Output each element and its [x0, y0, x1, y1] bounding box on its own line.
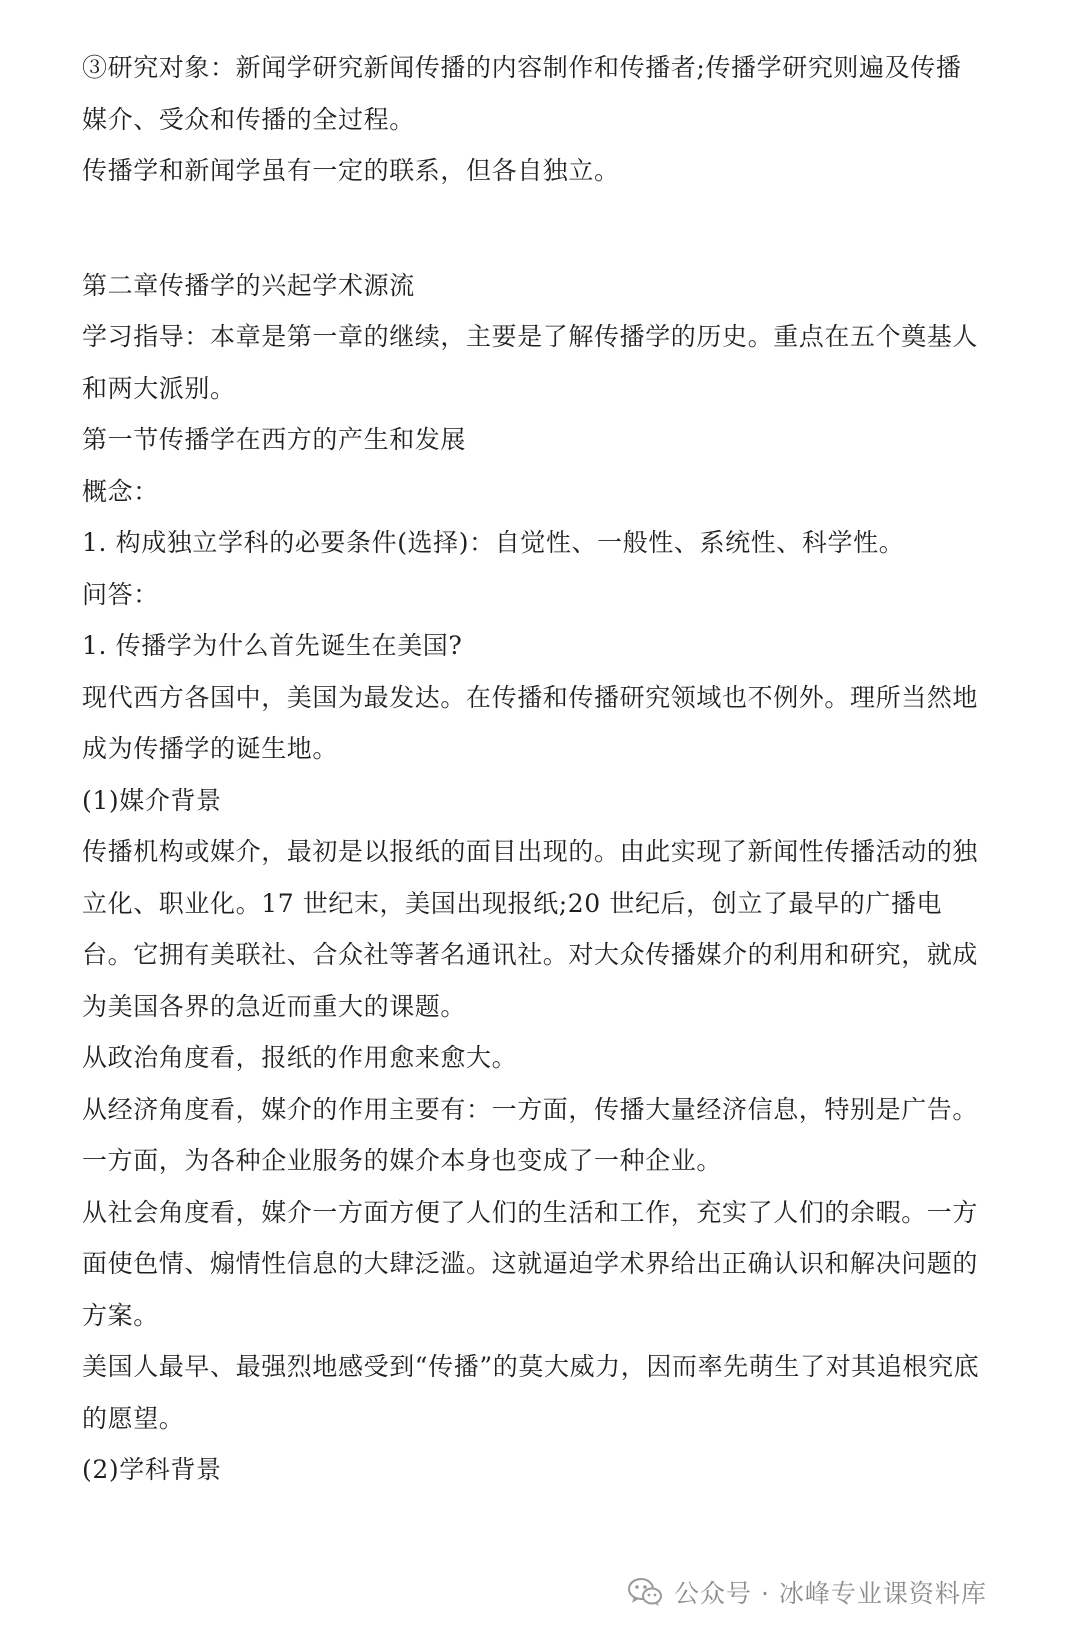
watermark-text: 公众号 · 冰峰专业课资料库: [674, 1579, 987, 1608]
wechat-icon: [628, 1577, 662, 1607]
relation-paragraph: 传播学和新闻学虽有一定的联系，但各自独立。: [82, 156, 620, 185]
subsection-media-title: (1)媒介背景: [82, 785, 222, 815]
study-guide: 学习指导：本章是第一章的继续，主要是了解传播学的历史。重点在五个奠基人和两大派别。: [82, 322, 979, 403]
chapter-title: 第二章传播学的兴起学术源流: [82, 270, 415, 300]
blank-gap: [82, 197, 982, 260]
media-paragraph: 传播机构或媒介，最初是以报纸的面目出现的。由此实现了新闻性传播活动的独立化、职业化。17 世纪末，美国出现报纸;20 世纪后，创立了最早的广播电台。它拥有美联社、合众社等著名通讯社。对大众传播媒介的利用和研究，就成为美国各界的急近而重大的课题。: [82, 837, 979, 1021]
economic-paragraph: 从经济角度看，媒介的作用主要有：一方面，传播大量经济信息，特别是广告。一方面，为各种企业服务的媒介本身也变成了一种企业。: [82, 1094, 979, 1175]
political-paragraph: 从政治角度看，报纸的作用愈来愈大。: [82, 1043, 518, 1072]
watermark: [628, 1572, 987, 1612]
answer-intro: 现代西方各国中，美国为最发达。在传播和传播研究领域也不例外。理所当然地成为传播学的诞生地。: [82, 682, 979, 763]
concept-item: 1. 构成独立学科的必要条件(选择)：自觉性、一般性、系统性、科学性。: [82, 528, 905, 557]
american-paragraph: 美国人最早、最强烈地感受到“传播”的莫大威力，因而率先萌生了对其追根究底的愿望。: [82, 1352, 980, 1433]
concepts-label: 概念：: [82, 476, 159, 506]
section-title: 第一节传播学在西方的产生和发展: [82, 425, 467, 454]
document-body: [82, 42, 982, 1496]
question-item: 1. 传播学为什么首先诞生在美国?: [82, 631, 463, 660]
subsection-discipline-title: (2)学科背景: [82, 1455, 222, 1484]
qa-label: 问答：: [82, 579, 159, 609]
research-object-paragraph: ③研究对象：新闻学研究新闻传播的内容制作和传播者;传播学研究则遍及传播媒介、受众和传播的全过程。: [82, 53, 962, 134]
social-paragraph: 从社会角度看，媒介一方面方便了人们的生活和工作，充实了人们的余暇。一方面使色情、煽情性信息的大肆泛滥。这就逼迫学术界给出正确认识和解决问题的方案。: [82, 1197, 979, 1330]
